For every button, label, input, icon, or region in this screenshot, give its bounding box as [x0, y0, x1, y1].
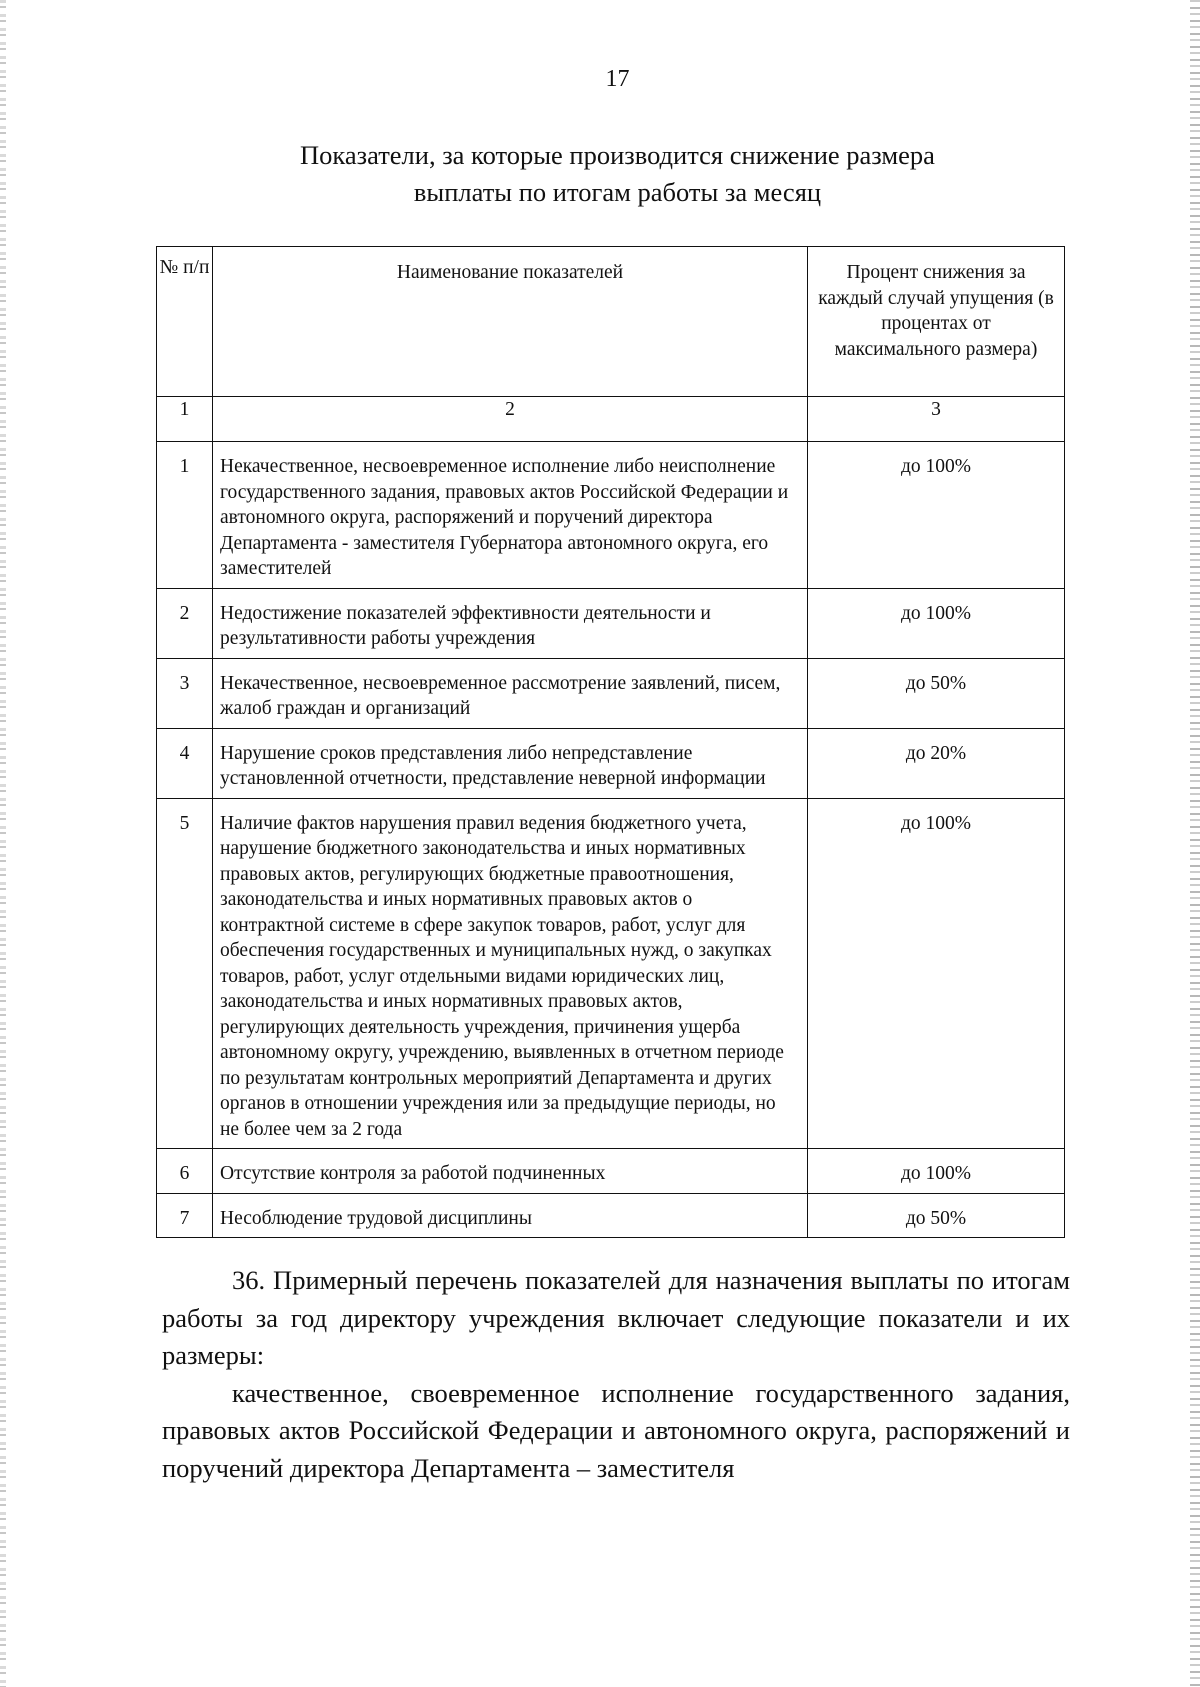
- row-percent: до 50%: [808, 658, 1065, 728]
- row-number: 7: [157, 1193, 213, 1238]
- table-row: [157, 1193, 1065, 1238]
- row-percent: до 100%: [808, 588, 1065, 658]
- row-number: 6: [157, 1149, 213, 1194]
- header-name: Наименование показателей: [213, 247, 808, 397]
- page-number: 17: [605, 66, 630, 92]
- row-percent: до 100%: [808, 798, 1065, 1149]
- table-row: [157, 588, 1065, 658]
- table-title-line-2: выплаты по итогам работы за месяц: [413, 177, 822, 207]
- row-indicator: Некачественное, несвоевременное рассмотрение заявлений, писем, жалоб граждан и организаций: [213, 658, 808, 728]
- scan-edge-right: [1190, 0, 1200, 1687]
- column-number: 2: [213, 397, 808, 442]
- paragraph-36: 36. Примерный перечень показателей для назначения выплаты по итогам работы за год директору учреждения включает следующие показатели и их размеры:: [162, 1265, 1070, 1370]
- row-number: 2: [157, 588, 213, 658]
- column-number-row: [157, 397, 1065, 442]
- row-number: 5: [157, 798, 213, 1149]
- row-indicator: Отсутствие контроля за работой подчиненных: [213, 1149, 808, 1194]
- scan-edge-left: [0, 0, 6, 1687]
- row-number: 1: [157, 442, 213, 589]
- row-indicator: Некачественное, несвоевременное исполнение либо неисполнение государственного задания, правовых актов Российской Федерации и автономного округа, распоряжений и поручений директора Департамента - заместителя Губернатора автономного округа, его заместителей: [213, 442, 808, 589]
- row-percent: до 50%: [808, 1193, 1065, 1238]
- table-header-row: [157, 247, 1065, 397]
- table-row: [157, 442, 1065, 589]
- table-row: [157, 728, 1065, 798]
- table-row: [157, 798, 1065, 1149]
- row-indicator: Недостижение показателей эффективности деятельности и результативности работы учреждения: [213, 588, 808, 658]
- row-number: 3: [157, 658, 213, 728]
- row-indicator: Наличие фактов нарушения правил ведения бюджетного учета, нарушение бюджетного законодательства и иных нормативных правовых актов, регулирующих бюджетные правоотношения, законодательства и иных нормативных правовых актов о контрактной системе в сфере закупок товаров, работ, услуг для обеспечения государственных и муниципальных нужд, о закупках товаров, работ, услуг отдельными видами юридических лиц, законодательства и иных нормативных правовых актов, регулирующих деятельность учреждения, причинения ущерба автономному округу, учреждению, выявленных в отчетном периоде по результатам контрольных мероприятий Департамента и других органов в отношении учреждения или за предыдущие периоды, но не более чем за 2 года: [213, 798, 808, 1149]
- column-number: 1: [157, 397, 213, 442]
- table-row: [157, 1149, 1065, 1194]
- column-number: 3: [808, 397, 1065, 442]
- table-title-line-1: Показатели, за которые производится снижение размера: [300, 140, 935, 170]
- body-text: [162, 1262, 1070, 1487]
- row-indicator: Несоблюдение трудовой дисциплины: [213, 1193, 808, 1238]
- indicators-table: [156, 246, 1065, 1238]
- table-row: [157, 658, 1065, 728]
- row-number: 4: [157, 728, 213, 798]
- paragraph-36-item: качественное, своевременное исполнение государственного задания, правовых актов Российской Федерации и автономного округа, распоряжений и поручений директора Департамента – заместителя: [162, 1377, 1070, 1483]
- row-indicator: Нарушение сроков представления либо непредставление установленной отчетности, представление неверной информации: [213, 728, 808, 798]
- row-percent: до 100%: [808, 1149, 1065, 1194]
- table-title: [0, 137, 1200, 211]
- row-percent: до 100%: [808, 442, 1065, 589]
- header-number: № п/п: [157, 247, 213, 397]
- row-percent: до 20%: [808, 728, 1065, 798]
- header-percent: Процент снижения за каждый случай упущения (в процентах от максимального размера): [808, 247, 1065, 397]
